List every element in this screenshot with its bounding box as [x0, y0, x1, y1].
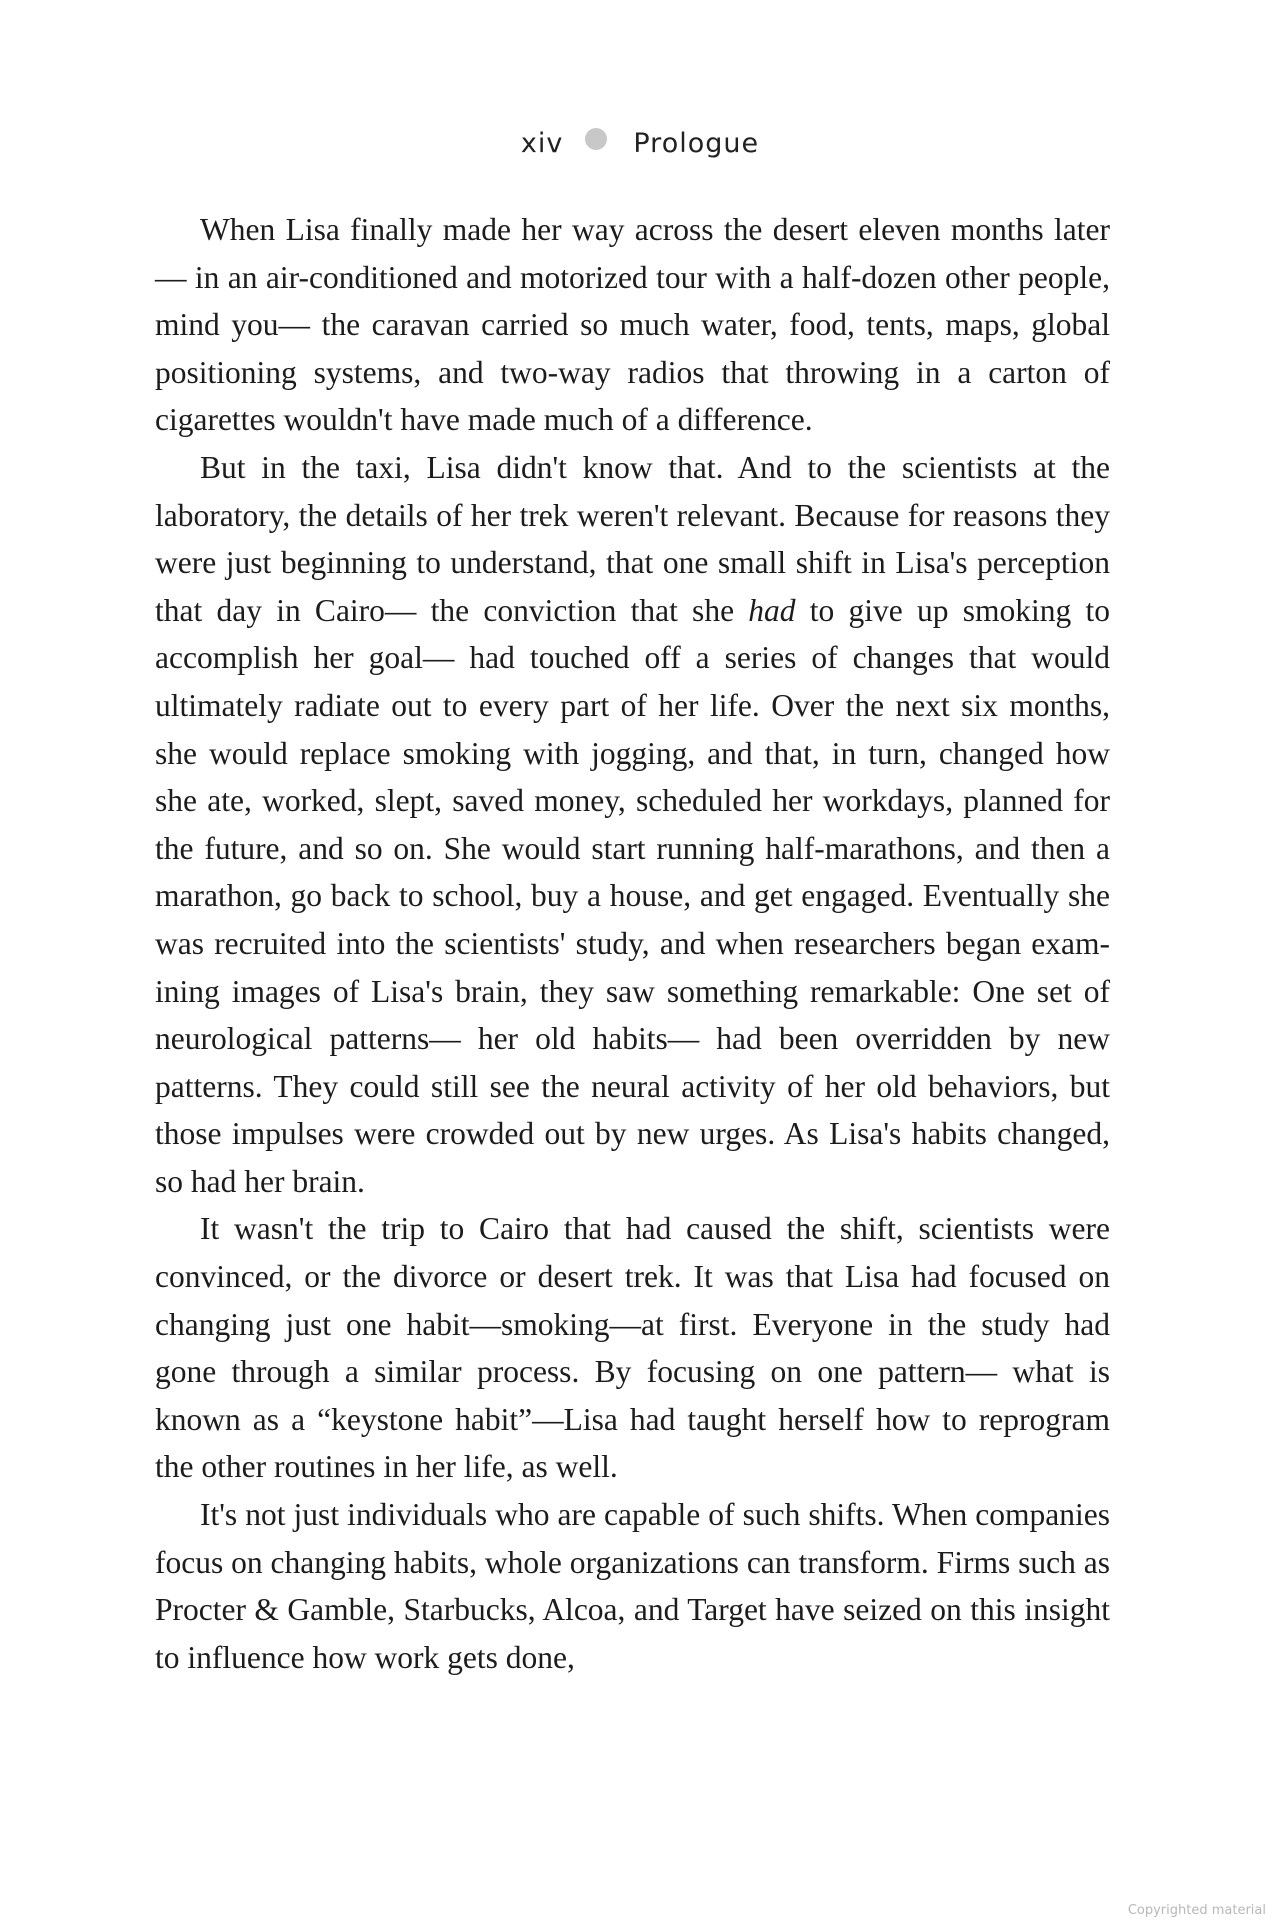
emphasized-word: had: [748, 592, 796, 628]
paragraph: When Lisa finally made her way across the desert eleven months later— in an air-conditioned and motorized tour with a half-dozen other people, mind you— the caravan carried so much water, food, tents, maps, global positioning systems, and two-way radios that throwing in a carton of cigarettes wouldn't have made much of a difference.: [155, 212, 1110, 438]
body-text: [155, 206, 1110, 1681]
paragraph: It's not just individuals who are capable of such shifts. When companies focus on changing habits, whole organizations can transform. Firms such as Procter & Gamble, Starbucks, Alcoa, and Target have seized on this insight to influence how work gets done,: [155, 1497, 1110, 1675]
paragraph: [155, 444, 1110, 1206]
chapter-title: Prologue: [633, 128, 760, 159]
page-number: xiv: [520, 128, 564, 159]
watermark: Copyrighted material: [1127, 1903, 1266, 1918]
separator-dot-icon: [585, 128, 607, 150]
paragraph: It wasn't the trip to Cairo that had caused the shift, scientists were convinced, or the divorce or desert trek. It was that Lisa had focused on changing just one habit—smoking—at first. Everyone in the study had gone through a similar process. By focusing on one pattern— what is known as a “keystone habit”—Lisa had taught herself how to reprogram the other routines in her life, as well.: [155, 1211, 1110, 1485]
paragraph-text: to give up smoking to accomplish her goal— had touched off a series of changes that would ultimately radiate out to every part of her life. Over the next six months, she would replace smoking with jogging, and that, in turn, changed how she ate, worked, slept, saved money, scheduled her workdays, planned for the future, and so on. She would start running half-marathons, and then a marathon, go back to school, buy a house, and get engaged. Eventually she was recruited into the scientists' study, and when researchers began examining images of Lisa's brain, they saw something remarkable: One set of neurological patterns— her old habits— had been overridden by new patterns. They could still see the neural activity of her old behaviors, but those impulses were crowded out by new urges. As Lisa's habits changed, so had her brain.: [155, 592, 1110, 1199]
paragraph-text: But in the taxi, Lisa didn't know that. And to the scientists at the laboratory, the details of her trek weren't relevant. Because for reasons they were just beginning to understand, that one small shift in Lisa's perception that day in Cairo— the conviction that she: [155, 449, 1110, 628]
running-head: [0, 128, 1280, 159]
